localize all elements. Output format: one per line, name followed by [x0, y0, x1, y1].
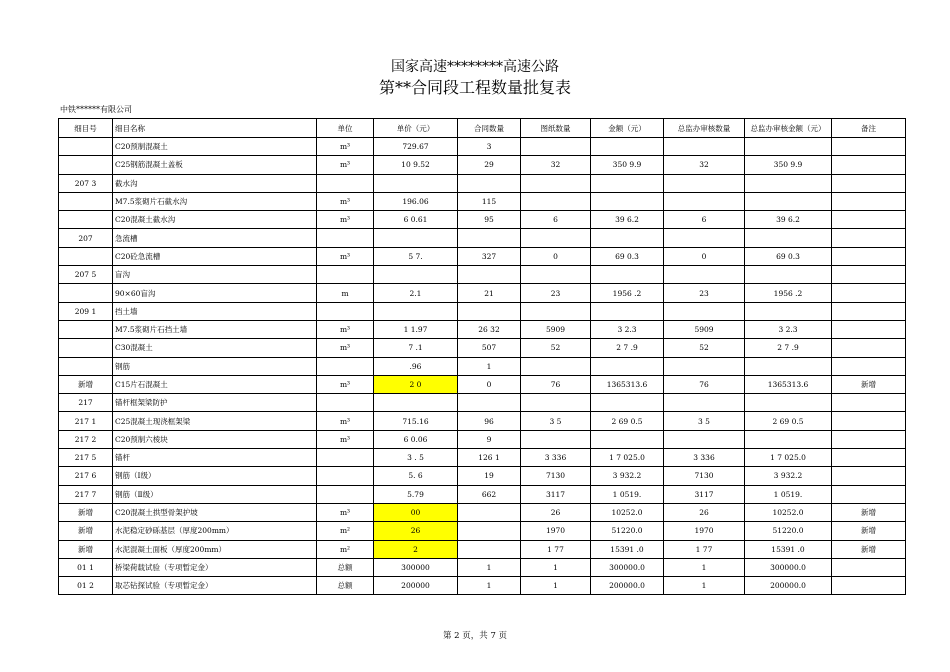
cell-price: [374, 394, 458, 412]
cell-audit-qty: 5909: [664, 320, 745, 338]
cell-unit: [317, 302, 374, 320]
cell-price: 10 9.52: [374, 156, 458, 174]
cell-drawing-qty: [521, 430, 591, 448]
cell-contract-qty: 95: [458, 211, 521, 229]
cell-audit-qty: 6: [664, 211, 745, 229]
cell-name: 挡土墙: [113, 302, 317, 320]
cell-code: [59, 284, 113, 302]
cell-contract-qty: 19: [458, 467, 521, 485]
cell-drawing-qty: [521, 138, 591, 156]
cell-unit: [317, 449, 374, 467]
header-drawing-qty: 图纸数量: [521, 119, 591, 138]
table-row: [59, 339, 906, 357]
cell-audit-amount: [745, 266, 832, 284]
cell-drawing-qty: 0: [521, 247, 591, 265]
cell-code: [59, 211, 113, 229]
cell-contract-qty: 327: [458, 247, 521, 265]
cell-contract-qty: 21: [458, 284, 521, 302]
header-audit-amount: 总监办审核金额（元）: [745, 119, 832, 138]
cell-audit-qty: 1: [664, 577, 745, 595]
cell-unit: m³: [317, 375, 374, 393]
cell-audit-amount: 3 932.2: [745, 467, 832, 485]
cell-name: C25钢筋混凝土盖板: [113, 156, 317, 174]
cell-price: 1 1.97: [374, 320, 458, 338]
cell-remark: [832, 467, 906, 485]
cell-amount: 69 0.3: [591, 247, 664, 265]
cell-audit-amount: 2 69 0.5: [745, 412, 832, 430]
cell-name: 急流槽: [113, 229, 317, 247]
document-title: 国家高速********高速公路: [391, 59, 559, 75]
cell-contract-qty: 662: [458, 485, 521, 503]
header-code: 细目号: [59, 119, 113, 138]
cell-amount: 300000.0: [591, 558, 664, 576]
cell-code: 新增: [59, 503, 113, 521]
cell-amount: [591, 430, 664, 448]
cell-price: 3 . 5: [374, 449, 458, 467]
cell-contract-qty: [458, 503, 521, 521]
cell-audit-amount: 1365313.6: [745, 375, 832, 393]
cell-audit-qty: [664, 357, 745, 375]
table-row: [59, 302, 906, 320]
cell-drawing-qty: 1: [521, 558, 591, 576]
cell-amount: [591, 357, 664, 375]
cell-unit: m³: [317, 503, 374, 521]
cell-drawing-qty: [521, 357, 591, 375]
cell-unit: m: [317, 284, 374, 302]
cell-remark: [832, 284, 906, 302]
cell-remark: [832, 412, 906, 430]
header-remark: 备注: [832, 119, 906, 138]
cell-price: 300000: [374, 558, 458, 576]
cell-price: 200000: [374, 577, 458, 595]
cell-name: 锚杆框架梁防护: [113, 394, 317, 412]
cell-remark: [832, 394, 906, 412]
cell-amount: 1365313.6: [591, 375, 664, 393]
cell-name: 钢筋（Ⅱ级）: [113, 485, 317, 503]
cell-remark: [832, 138, 906, 156]
cell-contract-qty: [458, 394, 521, 412]
table-row: [59, 467, 906, 485]
cell-audit-amount: 51220.0: [745, 522, 832, 540]
cell-audit-amount: [745, 430, 832, 448]
cell-price: .96: [374, 357, 458, 375]
cell-name: 水泥稳定砂砾基层（厚度200mm）: [113, 522, 317, 540]
cell-unit: m³: [317, 412, 374, 430]
table-row: [59, 412, 906, 430]
cell-audit-amount: 1 7 025.0: [745, 449, 832, 467]
cell-code: 新增: [59, 522, 113, 540]
cell-audit-amount: 200000.0: [745, 577, 832, 595]
cell-price: 196.06: [374, 192, 458, 210]
cell-name: C20预制六棱块: [113, 430, 317, 448]
table-row: [59, 211, 906, 229]
table-row: [59, 247, 906, 265]
table-row: [59, 540, 906, 558]
table-row: [59, 192, 906, 210]
cell-unit: m³: [317, 192, 374, 210]
cell-contract-qty: [458, 174, 521, 192]
cell-audit-qty: [664, 138, 745, 156]
cell-unit: [317, 229, 374, 247]
cell-remark: [832, 156, 906, 174]
cell-amount: 15391 .0: [591, 540, 664, 558]
table-row: [59, 577, 906, 595]
header-contract-qty: 合同数量: [458, 119, 521, 138]
cell-audit-qty: [664, 266, 745, 284]
cell-contract-qty: 1: [458, 577, 521, 595]
cell-name: 桥梁荷载试验（专项暂定金）: [113, 558, 317, 576]
cell-audit-qty: 0: [664, 247, 745, 265]
cell-remark: [832, 485, 906, 503]
cell-remark: [832, 577, 906, 595]
cell-unit: [317, 266, 374, 284]
cell-name: 水泥混凝土面板（厚度200mm）: [113, 540, 317, 558]
table-row: [59, 357, 906, 375]
cell-name: C20预制混凝土: [113, 138, 317, 156]
cell-audit-amount: 350 9.9: [745, 156, 832, 174]
cell-price: [374, 266, 458, 284]
cell-unit: m³: [317, 138, 374, 156]
cell-amount: 200000.0: [591, 577, 664, 595]
cell-contract-qty: 0: [458, 375, 521, 393]
cell-price: 729.67: [374, 138, 458, 156]
cell-unit: m³: [317, 247, 374, 265]
cell-price: 5.79: [374, 485, 458, 503]
cell-code: 207 5: [59, 266, 113, 284]
cell-contract-qty: [458, 522, 521, 540]
header-unit: 单位: [317, 119, 374, 138]
cell-remark: 新增: [832, 503, 906, 521]
cell-audit-amount: 39 6.2: [745, 211, 832, 229]
cell-contract-qty: 29: [458, 156, 521, 174]
cell-price: 7 .1: [374, 339, 458, 357]
cell-drawing-qty: 1970: [521, 522, 591, 540]
cell-amount: [591, 138, 664, 156]
cell-code: 209 1: [59, 302, 113, 320]
cell-audit-amount: 69 0.3: [745, 247, 832, 265]
cell-drawing-qty: [521, 266, 591, 284]
cell-remark: [832, 449, 906, 467]
header-audit-qty: 总监办审核数量: [664, 119, 745, 138]
cell-name: M7.5浆砌片石截水沟: [113, 192, 317, 210]
cell-code: 01 2: [59, 577, 113, 595]
cell-audit-amount: [745, 174, 832, 192]
cell-remark: 新增: [832, 540, 906, 558]
cell-name: C20砼急流槽: [113, 247, 317, 265]
cell-amount: [591, 394, 664, 412]
cell-amount: [591, 192, 664, 210]
cell-code: [59, 247, 113, 265]
cell-price: 2 0: [374, 375, 458, 393]
cell-code: 217: [59, 394, 113, 412]
cell-remark: [832, 339, 906, 357]
cell-name: 取芯钻探试验（专项暂定金）: [113, 577, 317, 595]
cell-drawing-qty: 3 5: [521, 412, 591, 430]
cell-amount: [591, 266, 664, 284]
cell-audit-amount: [745, 394, 832, 412]
cell-code: [59, 339, 113, 357]
cell-price: 5 7.: [374, 247, 458, 265]
cell-drawing-qty: 52: [521, 339, 591, 357]
cell-drawing-qty: [521, 229, 591, 247]
cell-amount: 39 6.2: [591, 211, 664, 229]
cell-drawing-qty: 3117: [521, 485, 591, 503]
cell-code: 217 5: [59, 449, 113, 467]
cell-amount: 350 9.9: [591, 156, 664, 174]
cell-price: 5. 6: [374, 467, 458, 485]
table-row: [59, 138, 906, 156]
cell-audit-qty: 26: [664, 503, 745, 521]
cell-audit-qty: 1: [664, 558, 745, 576]
table-row: [59, 229, 906, 247]
cell-price: 6 0.61: [374, 211, 458, 229]
cell-amount: 1 7 025.0: [591, 449, 664, 467]
cell-code: [59, 138, 113, 156]
cell-code: 01 1: [59, 558, 113, 576]
cell-price: 2: [374, 540, 458, 558]
cell-code: 新增: [59, 540, 113, 558]
cell-audit-amount: 1956 .2: [745, 284, 832, 302]
cell-name: M7.5浆砌片石挡土墙: [113, 320, 317, 338]
cell-amount: 3 2.3: [591, 320, 664, 338]
cell-unit: [317, 357, 374, 375]
cell-contract-qty: [458, 540, 521, 558]
cell-unit: m³: [317, 320, 374, 338]
cell-name: C20混凝土截水沟: [113, 211, 317, 229]
cell-name: C15片石混凝土: [113, 375, 317, 393]
table-row: [59, 284, 906, 302]
cell-code: 217 2: [59, 430, 113, 448]
cell-contract-qty: 26 32: [458, 320, 521, 338]
cell-audit-qty: 1970: [664, 522, 745, 540]
cell-amount: 2 7 .9: [591, 339, 664, 357]
cell-audit-amount: 10252.0: [745, 503, 832, 521]
cell-contract-qty: 96: [458, 412, 521, 430]
cell-unit: 总额: [317, 558, 374, 576]
cell-amount: [591, 229, 664, 247]
cell-amount: 2 69 0.5: [591, 412, 664, 430]
cell-audit-amount: [745, 229, 832, 247]
cell-audit-qty: 3 336: [664, 449, 745, 467]
cell-drawing-qty: 26: [521, 503, 591, 521]
cell-code: [59, 357, 113, 375]
cell-contract-qty: [458, 302, 521, 320]
cell-amount: 1956 .2: [591, 284, 664, 302]
cell-name: 钢筋: [113, 357, 317, 375]
cell-remark: [832, 247, 906, 265]
cell-code: 207: [59, 229, 113, 247]
cell-drawing-qty: 5909: [521, 320, 591, 338]
cell-audit-qty: 23: [664, 284, 745, 302]
cell-audit-amount: 3 2.3: [745, 320, 832, 338]
cell-unit: m³: [317, 339, 374, 357]
cell-audit-qty: 7130: [664, 467, 745, 485]
cell-amount: 1 0519.: [591, 485, 664, 503]
cell-remark: [832, 174, 906, 192]
cell-remark: 新增: [832, 375, 906, 393]
cell-price: [374, 229, 458, 247]
table-row: [59, 320, 906, 338]
cell-name: C25混凝土现浇框架梁: [113, 412, 317, 430]
cell-price: [374, 302, 458, 320]
cell-remark: [832, 302, 906, 320]
cell-audit-qty: [664, 192, 745, 210]
cell-drawing-qty: [521, 192, 591, 210]
cell-contract-qty: [458, 266, 521, 284]
table-row: [59, 266, 906, 284]
table-row: [59, 522, 906, 540]
table-row: [59, 449, 906, 467]
cell-audit-qty: [664, 394, 745, 412]
cell-audit-amount: [745, 192, 832, 210]
cell-unit: m³: [317, 156, 374, 174]
cell-drawing-qty: [521, 302, 591, 320]
cell-contract-qty: 126 1: [458, 449, 521, 467]
cell-audit-qty: 32: [664, 156, 745, 174]
cell-drawing-qty: 23: [521, 284, 591, 302]
cell-name: 钢筋（Ⅰ级）: [113, 467, 317, 485]
cell-remark: [832, 229, 906, 247]
cell-remark: [832, 320, 906, 338]
cell-audit-qty: [664, 302, 745, 320]
table-row: [59, 485, 906, 503]
cell-unit: [317, 394, 374, 412]
cell-contract-qty: 507: [458, 339, 521, 357]
cell-name: 90×60盲沟: [113, 284, 317, 302]
cell-contract-qty: [458, 229, 521, 247]
cell-name: 盲沟: [113, 266, 317, 284]
cell-contract-qty: 115: [458, 192, 521, 210]
cell-audit-qty: [664, 174, 745, 192]
cell-remark: [832, 430, 906, 448]
cell-code: 新增: [59, 375, 113, 393]
cell-unit: [317, 467, 374, 485]
cell-drawing-qty: [521, 174, 591, 192]
cell-amount: [591, 174, 664, 192]
cell-price: 00: [374, 503, 458, 521]
cell-code: [59, 192, 113, 210]
cell-drawing-qty: [521, 394, 591, 412]
header-price: 单价（元）: [374, 119, 458, 138]
cell-contract-qty: 3: [458, 138, 521, 156]
cell-audit-qty: 3117: [664, 485, 745, 503]
cell-audit-qty: [664, 229, 745, 247]
cell-audit-qty: 3 5: [664, 412, 745, 430]
cell-contract-qty: 9: [458, 430, 521, 448]
cell-amount: 10252.0: [591, 503, 664, 521]
cell-unit: [317, 174, 374, 192]
cell-remark: [832, 211, 906, 229]
table-row: [59, 503, 906, 521]
cell-audit-amount: 2 7 .9: [745, 339, 832, 357]
table-row: [59, 174, 906, 192]
cell-code: 217 7: [59, 485, 113, 503]
cell-remark: 新增: [832, 522, 906, 540]
cell-code: [59, 320, 113, 338]
cell-drawing-qty: 76: [521, 375, 591, 393]
cell-audit-amount: 1 0519.: [745, 485, 832, 503]
cell-name: C20混凝土拱型骨架护坡: [113, 503, 317, 521]
cell-remark: [832, 357, 906, 375]
table-row: [59, 394, 906, 412]
cell-unit: m²: [317, 540, 374, 558]
cell-name: C30混凝土: [113, 339, 317, 357]
cell-price: 2.1: [374, 284, 458, 302]
table-row: [59, 156, 906, 174]
cell-audit-qty: 76: [664, 375, 745, 393]
cell-remark: [832, 558, 906, 576]
cell-unit: m³: [317, 430, 374, 448]
cell-audit-amount: [745, 302, 832, 320]
cell-amount: 3 932.2: [591, 467, 664, 485]
cell-audit-amount: [745, 357, 832, 375]
cell-unit: m³: [317, 211, 374, 229]
cell-contract-qty: 1: [458, 558, 521, 576]
cell-audit-qty: 1 77: [664, 540, 745, 558]
cell-amount: 51220.0: [591, 522, 664, 540]
cell-drawing-qty: 1: [521, 577, 591, 595]
cell-audit-qty: 52: [664, 339, 745, 357]
cell-name: 锚杆: [113, 449, 317, 467]
cell-audit-amount: 15391 .0: [745, 540, 832, 558]
cell-code: 207 3: [59, 174, 113, 192]
cell-amount: [591, 302, 664, 320]
cell-code: [59, 156, 113, 174]
quantity-table: [58, 118, 906, 595]
company-name: 中铁******有限公司: [60, 105, 132, 114]
cell-drawing-qty: 6: [521, 211, 591, 229]
header-name: 细目名称: [113, 119, 317, 138]
header-amount: 金额（元）: [591, 119, 664, 138]
cell-price: 715.16: [374, 412, 458, 430]
cell-code: 217 1: [59, 412, 113, 430]
cell-unit: [317, 485, 374, 503]
cell-code: 217 6: [59, 467, 113, 485]
cell-price: 26: [374, 522, 458, 540]
cell-drawing-qty: 7130: [521, 467, 591, 485]
cell-drawing-qty: 1 77: [521, 540, 591, 558]
cell-contract-qty: 1: [458, 357, 521, 375]
cell-price: [374, 174, 458, 192]
cell-price: 6 0.06: [374, 430, 458, 448]
cell-audit-amount: 300000.0: [745, 558, 832, 576]
cell-unit: m²: [317, 522, 374, 540]
cell-name: 截水沟: [113, 174, 317, 192]
cell-remark: [832, 266, 906, 284]
table-row: [59, 375, 906, 393]
cell-remark: [832, 192, 906, 210]
cell-drawing-qty: 32: [521, 156, 591, 174]
page-footer: 第 2 页，共 7 页: [442, 631, 508, 641]
table-row: [59, 558, 906, 576]
cell-unit: 总额: [317, 577, 374, 595]
cell-audit-amount: [745, 138, 832, 156]
cell-audit-qty: [664, 430, 745, 448]
table-header-row: [59, 119, 906, 138]
document-subtitle: 第**合同段工程数量批复表: [378, 78, 571, 97]
table-row: [59, 430, 906, 448]
cell-drawing-qty: 3 336: [521, 449, 591, 467]
